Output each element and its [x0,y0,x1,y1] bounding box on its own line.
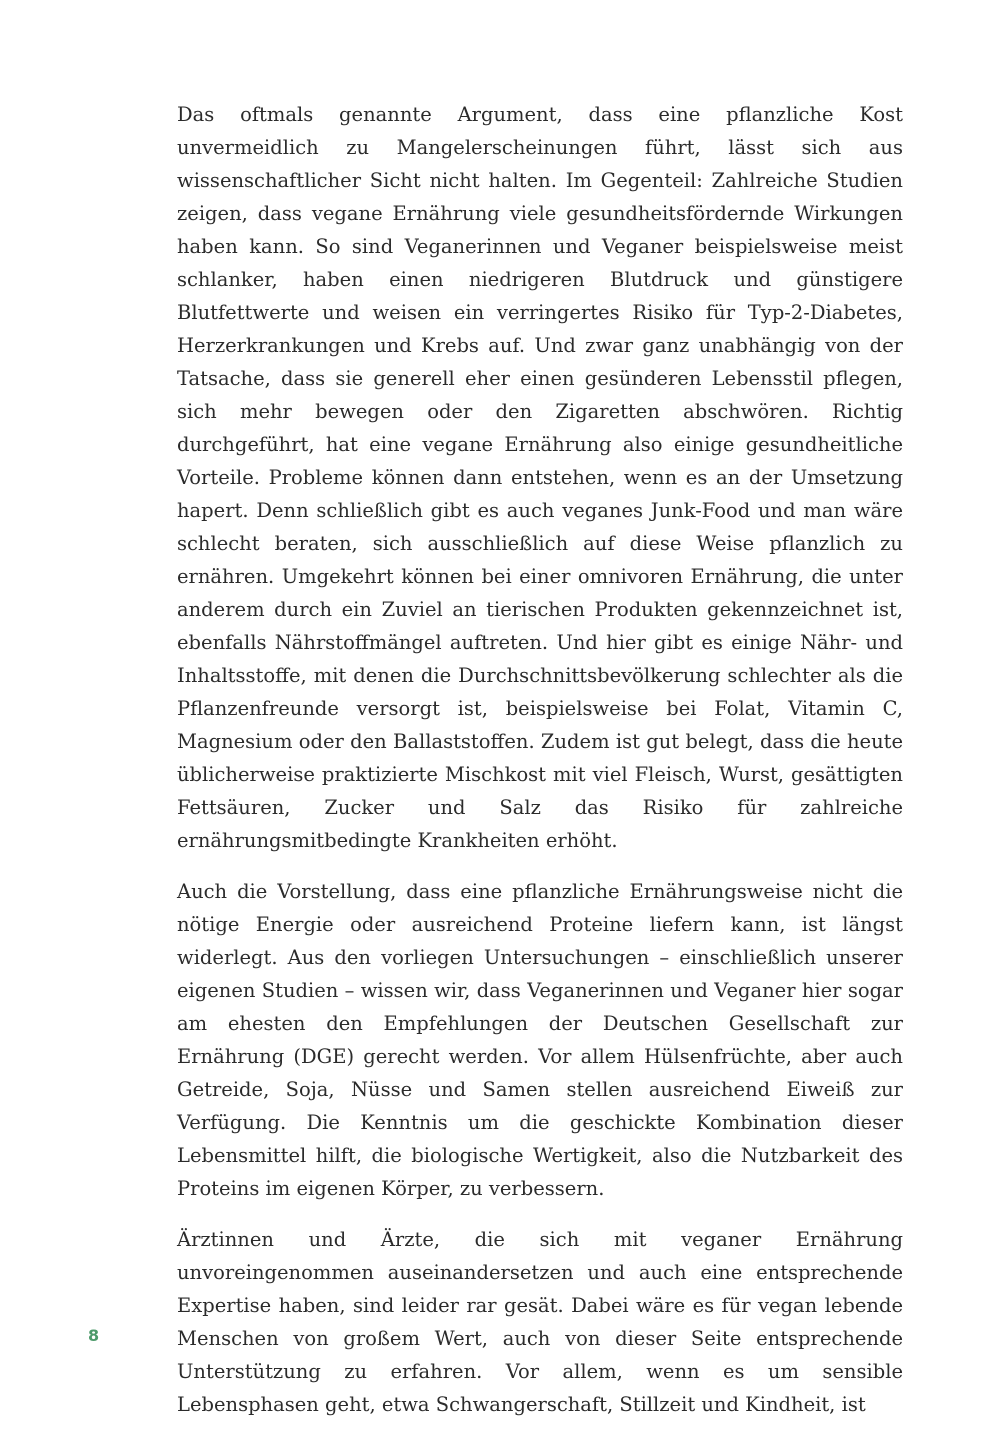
page-number: 8 [88,1326,100,1345]
body-text [177,98,903,1439]
paragraph-3: Ärztinnen und Ärzte, die sich mit veganer Ernährung unvoreingenommen auseinandersetzen und auch eine entsprechende Expertise haben, sind leider rar gesät. Dabei wäre es für vegan lebende Menschen von großem Wert, auch von dieser Seite entsprechende Unterstützung zu erfahren. Vor allem, wenn es um sensible Lebensphasen geht, etwa Schwangerschaft, Stillzeit und Kindheit, ist [177,1228,903,1416]
paragraph-2: Auch die Vorstellung, dass eine pflanzliche Ernährungsweise nicht die nötige Energie oder ausreichend Proteine liefern kann, ist längst widerlegt. Aus den vorliegen Untersuchungen – einschließlich unserer eigenen Studien – wissen wir, dass Veganerinnen und Veganer hier sogar am ehesten den Empfehlungen der Deutschen Gesellschaft zur Ernährung (DGE) gerecht werden. Vor allem Hülsenfrüchte, aber auch Getreide, Soja, Nüsse und Samen stellen ausreichend Eiweiß zur Verfügung. Die Kenntnis um die geschickte Kombination dieser Lebensmittel hilft, die biologische Wertigkeit, also die Nutzbarkeit des Proteins im eigenen Körper, zu verbessern. [177,880,903,1200]
paragraph-1: Das oftmals genannte Argument, dass eine pflanzliche Kost unvermeidlich zu Mangelerscheinungen führt, lässt sich aus wissenschaftlicher Sicht nicht halten. Im Gegenteil: Zahlreiche Studien zeigen, dass vegane Ernährung viele gesundheitsfördernde Wirkungen haben kann. So sind Veganerinnen und Veganer beispielsweise meist schlanker, haben einen niedrigeren Blutdruck und günstigere Blutfettwerte und weisen ein verringertes Risiko für Typ-2-Diabetes, Herzerkrankungen und Krebs auf. Und zwar ganz unabhängig von der Tatsache, dass sie generell eher einen gesünderen Lebensstil pflegen, sich mehr bewegen oder den Zigaretten abschwören. Richtig durchgeführt, hat eine vegane Ernährung also einige gesundheitliche Vorteile. Probleme können dann entstehen, wenn es an der Umsetzung hapert. Denn schließlich gibt es auch veganes Junk-Food und man wäre schlecht beraten, sich ausschließlich auf diese Weise pflanzlich zu ernähren. Umgekehrt können bei einer omnivoren Ernährung, die unter anderem durch ein Zuviel an tierischen Produkten gekennzeichnet ist, ebenfalls Nährstoffmängel auftreten. Und hier gibt es einige Nähr- und Inhaltsstoffe, mit denen die Durchschnittsbevölkerung schlechter als die Pflanzenfreunde versorgt ist, beispielsweise bei Folat, Vitamin C, Magnesium oder den Ballaststoffen. Zudem ist gut belegt, dass die heute üblicherweise praktizierte Mischkost mit viel Fleisch, Wurst, gesättigten Fettsäuren, Zucker und Salz das Risiko für zahlreiche ernährungsmitbedingte Krankheiten erhöht. [177,103,903,852]
